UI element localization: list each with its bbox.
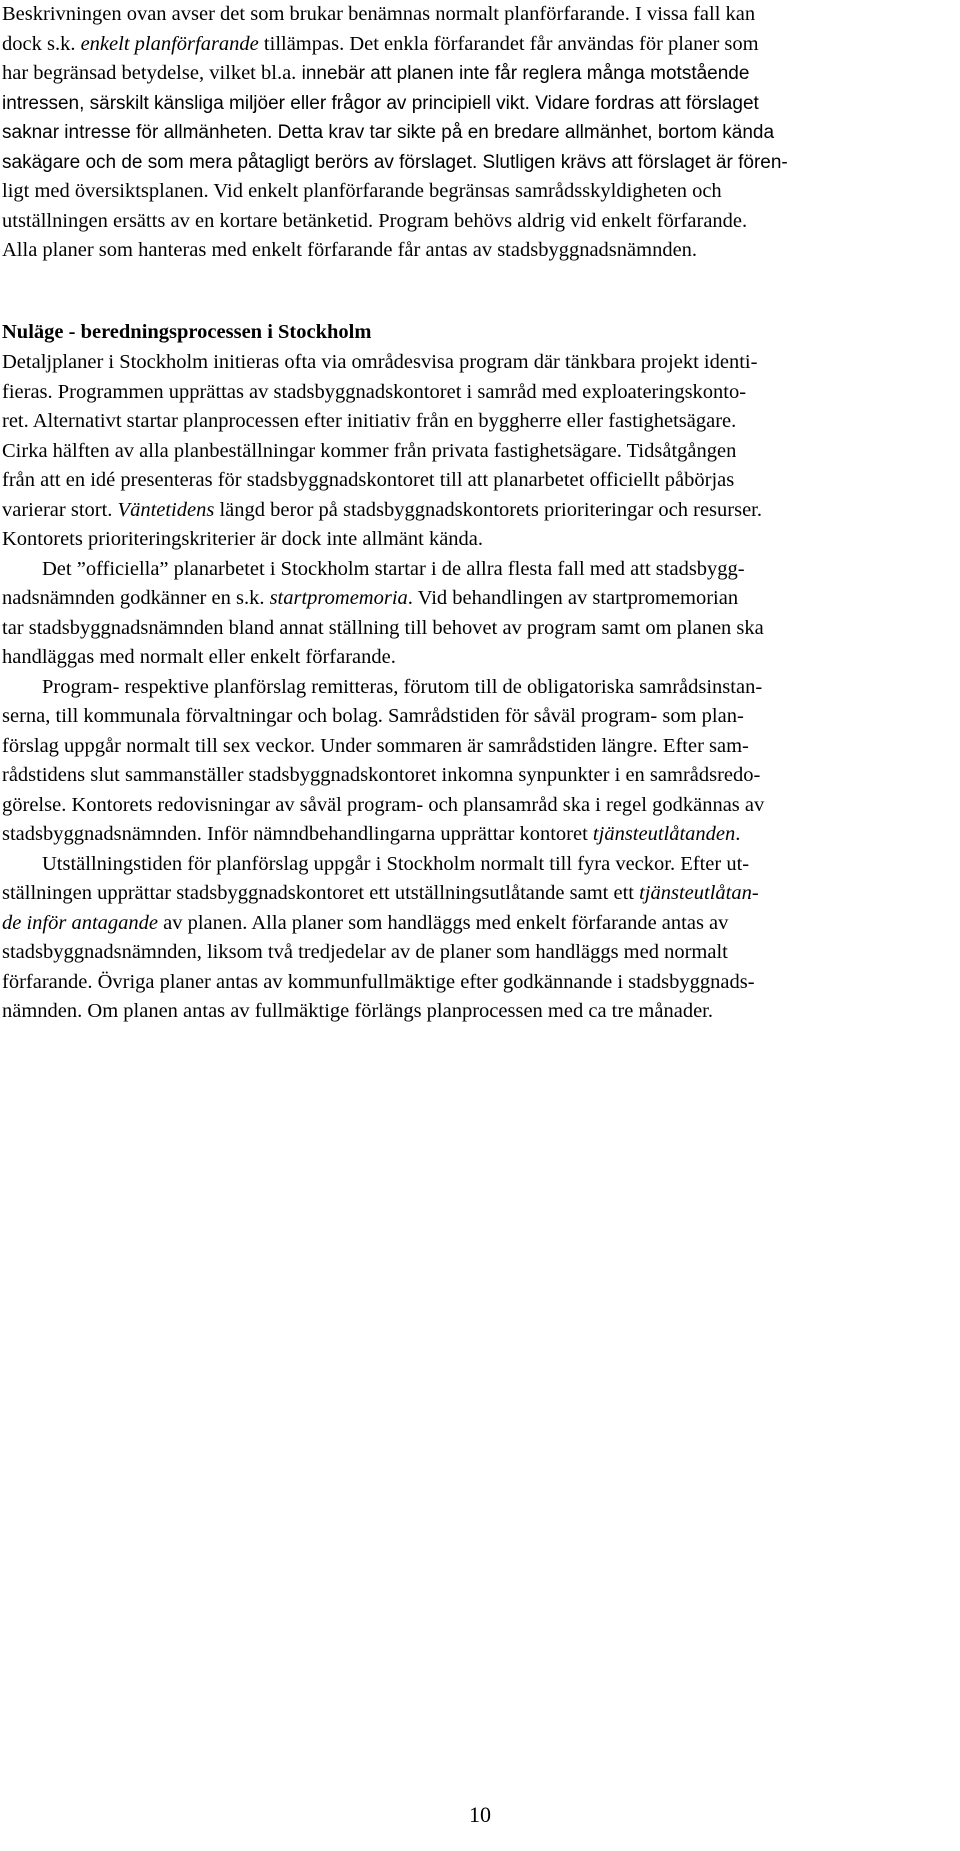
text-line: ret. Alternativt startar planprocessen efter initiativ från en byggherre eller fastighetsägare. [2, 410, 737, 432]
paragraph-2 [2, 555, 956, 673]
text-line: har begränsad betydelse, vilket bl.a. innebär att planen inte får reglera många motstående [2, 62, 750, 84]
emphasis: Väntetidens [117, 498, 215, 521]
section-body [2, 348, 956, 1027]
text-line: stadsbyggnadsnämnden, liksom två tredjedelar av de planer som handläggs med normalt [2, 941, 728, 963]
text-line: nadsnämnden godkänner en s.k. startpromemoria. Vid behandlingen av startpromemorian [2, 587, 739, 609]
text-line: handläggas med normalt eller enkelt förfarande. [2, 646, 396, 668]
text-line: från att en idé presenteras för stadsbyggnadskontoret till att planarbetet officiellt påbörjas [2, 469, 735, 491]
emphasis: tjänsteutlåtanden [592, 823, 736, 845]
text-line: fieras. Programmen upprättas av stadsbyggnadskontoret i samråd med exploateringskonto- [2, 380, 747, 403]
text-line: görelse. Kontorets redovisningar av såväl program- och plansamråd ska i regel godkännas av [2, 793, 765, 816]
text-line: Det ”officiella” planarbetet i Stockholm startar i de allra flesta fall med att stadsbygg- [42, 557, 745, 580]
emphasis: tjänsteutlåtan- [639, 882, 759, 904]
text-line: förslag uppgår normalt till sex veckor. Under sommaren är samrådstiden längre. Efter sam- [2, 734, 749, 757]
text-line: Alla planer som hanteras med enkelt förfarande får antas av stadsbyggnadsnämnden. [2, 239, 698, 261]
intro-serif-lines-2 [2, 177, 956, 266]
paragraph-4 [2, 850, 956, 1027]
emphasis: startpromemoria [269, 587, 408, 609]
text-line: varierar stort. Väntetidens längd beror på stadsbyggnadskontorets prioriteringar och resurser. [2, 498, 762, 521]
text-line: ligt med översiktsplanen. Vid enkelt planförfarande begränsas samrådsskyldigheten och [2, 180, 722, 202]
text-line: saknar intresse för allmänheten. Detta krav tar sikte på en bredare allmänhet, bortom kända [2, 122, 775, 143]
text-line: Detaljplaner i Stockholm initieras ofta via områdesvisa program där tänkbara projekt identi- [2, 351, 758, 373]
text-line: nämnden. Om planen antas av fullmäktige förlängs planprocessen med ca tre månader. [2, 1000, 713, 1022]
text-line: serna, till kommunala förvaltningar och bolag. Samrådstiden för såväl program- som plan- [2, 705, 744, 727]
text-line: utställningen ersätts av en kortare betänketid. Program behövs aldrig vid enkelt förfarande. [2, 209, 748, 232]
intro-sans-lines [2, 89, 956, 178]
text-line: intressen, särskilt känsliga miljöer eller frågor av principiell vikt. Vidare fordras att förslaget [2, 92, 759, 114]
emphasis: de inför antagande [2, 911, 159, 934]
section-heading: Nuläge - beredningsprocessen i Stockholm [2, 321, 372, 343]
paragraph-3 [2, 673, 956, 850]
paragraph-1 [2, 348, 956, 555]
text-line: tar stadsbyggnadsnämnden bland annat ställning till behovet av program samt om planen ska [2, 616, 764, 639]
text-line: rådstidens slut sammanställer stadsbyggnadskontoret inkomna synpunkter i en samrådsredo- [2, 764, 761, 786]
text-line: ställningen upprättar stadsbyggnadskontoret ett utställningsutlåtande samt ett tjänsteutlåtan- [2, 882, 759, 904]
text-line: Cirka hälften av alla planbeställningar kommer från privata fastighetsägare. Tidsåtgången [2, 439, 737, 462]
text-line: Utställningstiden för planförslag uppgår i Stockholm normalt till fyra veckor. Efter ut- [42, 852, 750, 875]
text-line: Program- respektive planförslag remitteras, förutom till de obligatoriska samrådsinstan- [42, 675, 763, 698]
text-line: sakägare och de som mera påtagligt berörs av förslaget. Slutligen krävs att förslaget är fören- [2, 151, 788, 173]
text-line: de inför antagande av planen. Alla planer som handläggs med enkelt förfarande antas av [2, 911, 729, 934]
text-line: förfarande. Övriga planer antas av kommunfullmäktige efter godkännande i stadsbyggnads- [2, 970, 755, 993]
text-line: stadsbyggnadsnämnden. Inför nämndbehandlingarna upprättar kontoret tjänsteutlåtanden. [2, 823, 741, 845]
text-line: Beskrivningen ovan avser det som brukar benämnas normalt planförfarande. I vissa fall kan [2, 3, 756, 25]
text-line: dock s.k. enkelt planförfarande tillämpas. Det enkla förfarandet får användas för planer som [2, 32, 759, 55]
emphasis: enkelt planförfarande [80, 32, 259, 55]
page-number: 10 [469, 1802, 491, 1827]
intro-serif-lines [2, 0, 956, 89]
text-line: Kontorets prioriteringskriterier är dock inte allmänt kända. [2, 528, 484, 550]
intro-paragraph [2, 0, 956, 266]
